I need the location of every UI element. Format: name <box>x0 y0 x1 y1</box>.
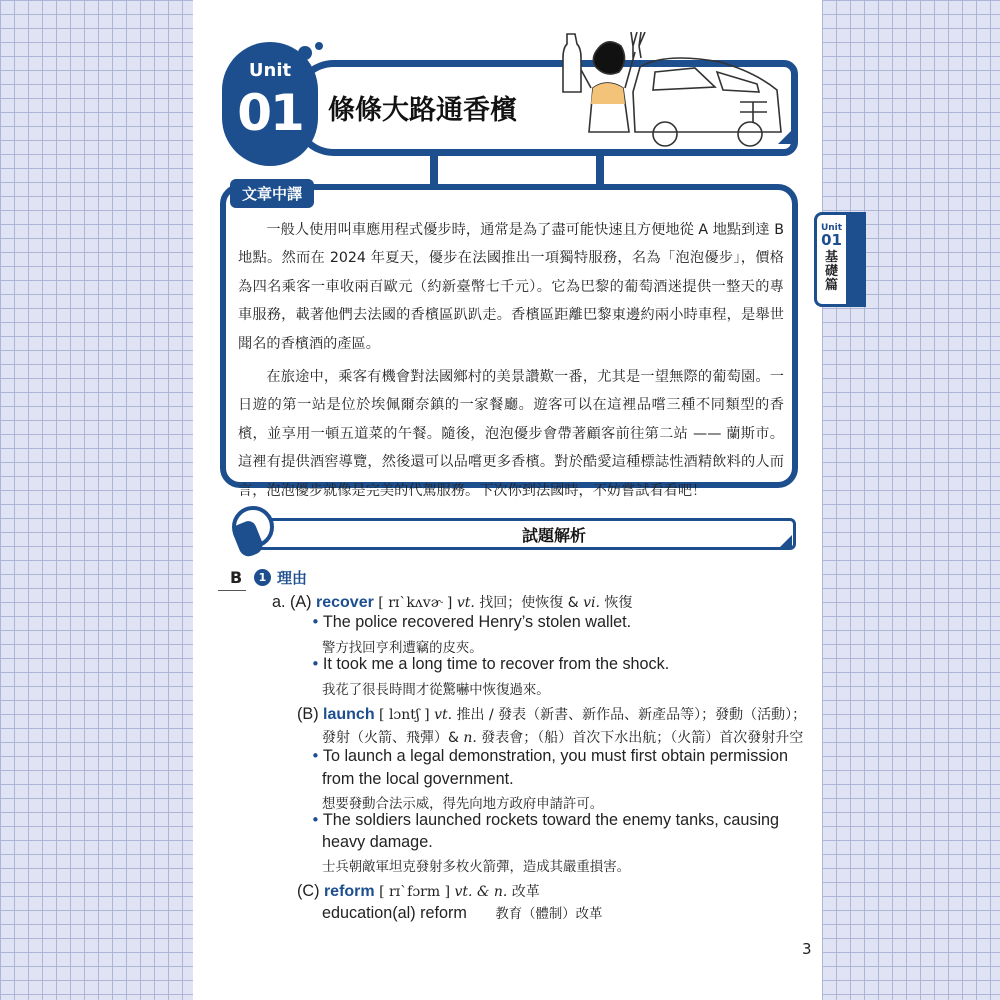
option-b-def1b: 發射（火箭、飛彈）& <box>322 730 459 746</box>
unit-title: 條條大路通香檳 <box>328 95 517 126</box>
option-c-pos: vt. & n. <box>454 884 508 900</box>
decor-dot-small <box>315 42 323 50</box>
option-a-tag: (A) <box>289 593 312 611</box>
option-a-example-2-zh: 我花了很長時間才從驚嚇中恢復過來。 <box>322 683 550 698</box>
option-b-line <box>297 704 806 724</box>
option-a-example-2 <box>311 655 669 674</box>
option-c-phrase <box>322 903 602 923</box>
option-b-example-1-en2: from the local government. <box>322 770 514 788</box>
grid-margin-left <box>0 0 193 1000</box>
option-b-pos1: vt. <box>434 707 453 723</box>
option-c-def: 改革 <box>511 884 540 900</box>
option-b-def1: 推出 / 發表（新書、新作品、新產品等）；發動（活動）； <box>456 707 807 723</box>
option-a-pos1: vt. <box>456 595 475 611</box>
side-tab-unit-number: 01 <box>821 231 842 249</box>
option-b-example-2-en1: The soldiers launched rockets toward the enemy tanks, causing <box>322 811 780 829</box>
side-tab-category-text: 基礎篇 <box>824 250 838 293</box>
option-a-def2: 恢復 <box>604 595 633 611</box>
reason-number-badge: 1 <box>254 569 271 586</box>
bullet-icon: • <box>311 655 320 673</box>
translation-text <box>238 216 784 510</box>
option-b-example-2-zh: 士兵朝敵軍坦克發射多枚火箭彈，造成其嚴重損害。 <box>322 860 630 875</box>
translation-paragraph-2: 在旅途中，乘客有機會對法國鄉村的美景讚歎一番，尤其是一望無際的葡萄園。一日遊的第一站是位於埃佩爾奈鎮的一家餐廳。遊客可以在這裡品嚐三種不同類型的香檳，並享用一頓五道菜的午餐。隨後，泡泡優步會帶著顧客前往第二站 —— 蘭斯市。這裡有提供酒窖導覽，然後還可以品嚐更多香檳。對於酷愛這種標誌性酒精飲料的人而言，泡泡優步就像是完美的代駕服務。下次你到法國時，不妨嘗試看看吧！ <box>238 369 784 499</box>
option-c-line <box>297 881 540 901</box>
side-tab[interactable] <box>814 212 846 307</box>
option-c-phrase-en: education(al) reform <box>322 904 467 922</box>
option-b-tag: (B) <box>297 705 319 723</box>
answer-underline <box>218 590 246 591</box>
unit-number: 01 <box>237 84 303 142</box>
option-a-example-1-en: The police recovered Henry’s stolen wallet. <box>322 613 632 631</box>
side-tab-unit-word: Unit <box>820 223 843 233</box>
option-b-example-1-en1: To launch a legal demonstration, you must first obtain permission <box>322 747 789 765</box>
option-b-example-1-zh: 想要發動合法示威，得先向地方政府申請許可。 <box>322 797 604 812</box>
option-b-phonetic: [ lɔntʃ ] <box>379 707 430 723</box>
bullet-icon: • <box>311 811 320 829</box>
option-a-example-1 <box>311 613 631 632</box>
option-a-example-1-zh: 警方找回亨利遭竊的皮夾。 <box>322 641 483 656</box>
option-c-phonetic: [ rɪˋfɔrm ] <box>379 884 451 900</box>
option-b-example-1 <box>311 747 788 766</box>
page-number: 3 <box>802 940 812 958</box>
option-a-pos2: vi. <box>583 595 600 611</box>
option-b-example-2 <box>311 811 779 830</box>
option-b-pos2: n. <box>463 730 477 746</box>
unit-badge <box>222 42 318 166</box>
option-a-example-2-en: It took me a long time to recover from the shock. <box>322 655 670 673</box>
option-b-line-2 <box>322 727 803 747</box>
bullet-icon: • <box>311 613 320 631</box>
connector-bar-right <box>596 156 604 186</box>
side-tab-category <box>817 251 846 293</box>
connector-bar-left <box>430 156 438 186</box>
answer-letter: B <box>230 568 243 587</box>
unit-word: Unit <box>248 60 292 81</box>
bullet-icon: • <box>311 747 320 765</box>
translation-label: 文章中譯 <box>230 179 314 208</box>
option-b-def2: 發表會；（船）首次下水出航；（火箭）首次發射升空 <box>481 730 804 746</box>
option-a-def1: 找回；使恢復 & <box>479 595 579 611</box>
translation-paragraph-1: 一般人使用叫車應用程式優步時，通常是為了盡可能快速且方便地從 A 地點到達 B 地點。然而在 2024 年夏天，優步在法國推出一項獨特服務，名為「泡泡優步」，價格為四名乘客一車收兩百歐元（約新臺幣七千元）。它為巴黎的葡萄酒迷提供一整天的專車服務，載著他們去法國的香檳區趴趴走。香檳區距離巴黎東邊約兩小時車程，是舉世聞名的香檳酒的產區。 <box>238 222 784 352</box>
option-a-word: recover <box>316 594 374 611</box>
option-c-phrase-zh: 教育（體制）改革 <box>495 907 603 922</box>
reason-label: 理由 <box>277 569 308 587</box>
analysis-title: 試題解析 <box>521 526 586 545</box>
option-c-word: reform <box>323 883 375 900</box>
item-label-a: a. <box>272 593 286 611</box>
option-a-line <box>272 592 632 612</box>
option-a-phonetic: [ rɪˋkʌvɚ ] <box>378 595 453 611</box>
option-b-example-2-en2: heavy damage. <box>322 833 433 851</box>
option-b-word: launch <box>323 706 375 723</box>
illustration-woman-champagne-car <box>545 32 790 152</box>
grid-margin-right <box>822 0 1000 1000</box>
option-c-tag: (C) <box>297 882 320 900</box>
